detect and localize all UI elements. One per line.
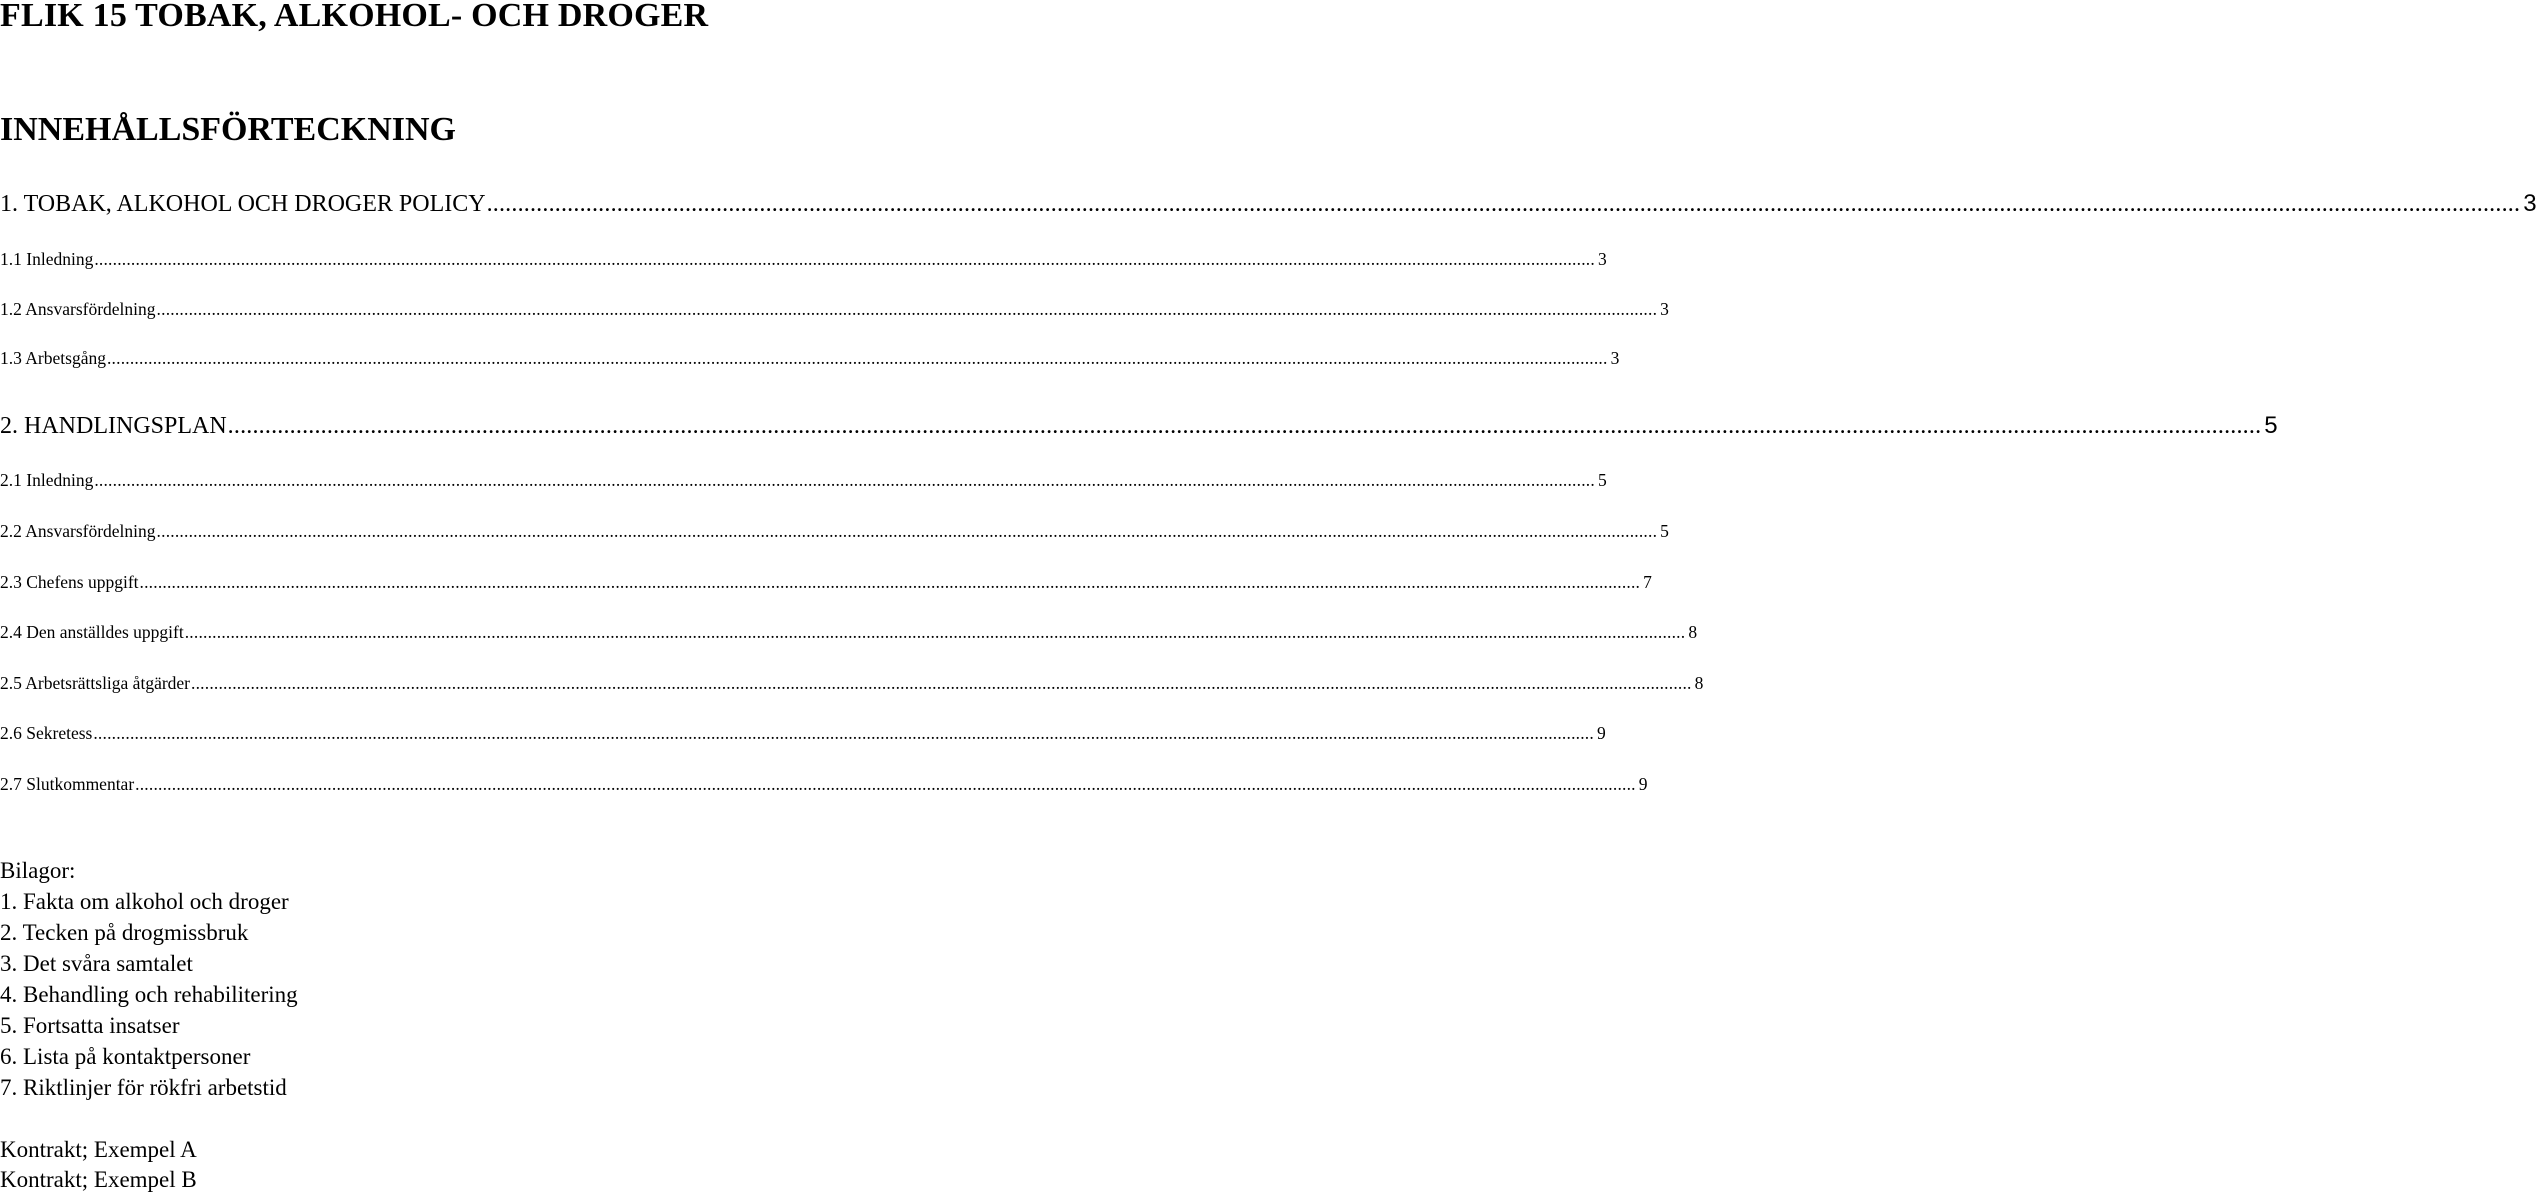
toc-entry-label: 2.5 Arbetsrättsliga åtgärder (0, 673, 191, 693)
toc-dot-leader (107, 347, 1608, 369)
toc-dot-leader (185, 621, 1686, 643)
toc-entry-1-3[interactable] (0, 347, 1620, 369)
toc-entry-1[interactable] (0, 190, 2537, 218)
appendix-item: 6. Lista på kontaktpersoner (0, 1044, 251, 1069)
appendix-item: 5. Fortsatta insatser (0, 1013, 180, 1038)
toc-dot-leader (228, 412, 2262, 440)
toc-entry-2-6[interactable] (0, 722, 1606, 744)
toc-entry-page: 5 (1660, 521, 1669, 541)
toc-entry-label: 1.1 Inledning (0, 249, 94, 269)
toc-dot-leader (135, 773, 1636, 795)
toc-dot-leader (94, 469, 1595, 491)
toc-entry-page: 9 (1596, 723, 1606, 743)
toc-entry-label: 2.3 Chefens uppgift (0, 572, 139, 592)
toc-entry-label: 2. HANDLINGSPLAN (0, 413, 227, 439)
contract-item: Kontrakt; Exempel B (0, 1167, 197, 1192)
toc-entry-page: 8 (1694, 673, 1704, 693)
toc-entry-page: 7 (1643, 572, 1652, 592)
toc-dot-leader (157, 520, 1658, 542)
toc-entry-page: 3 (1597, 249, 1607, 269)
toc-entry-label: 2.1 Inledning (0, 470, 94, 490)
toc-entry-2[interactable] (0, 412, 2278, 440)
toc-entry-label: 2.6 Sekretess (0, 723, 93, 743)
toc-dot-leader (191, 672, 1692, 694)
toc-entry-2-7[interactable] (0, 773, 1648, 795)
toc-entry-2-3[interactable] (0, 571, 1652, 593)
toc-entry-page: 9 (1638, 774, 1648, 794)
toc-entry-2-5[interactable] (0, 672, 1704, 694)
contract-item: Kontrakt; Exempel A (0, 1137, 197, 1162)
toc-dot-leader (487, 190, 2521, 218)
toc-entry-2-2[interactable] (0, 520, 1669, 542)
toc-dot-leader (93, 722, 1594, 744)
toc-entry-label: 2.2 Ansvarsfördelning (0, 521, 156, 541)
toc-entry-2-4[interactable] (0, 621, 1698, 643)
document-title: FLIK 15 TOBAK, ALKOHOL- OCH DROGER (0, 0, 709, 34)
appendix-item: 4. Behandling och rehabilitering (0, 982, 298, 1007)
toc-entry-page: 5 (1597, 470, 1607, 490)
toc-dot-leader (157, 298, 1658, 320)
toc-dot-leader (94, 248, 1595, 270)
toc-entry-page: 3 (1610, 348, 1620, 368)
toc-entry-page: 3 (2523, 190, 2537, 217)
toc-entry-label: 1.2 Ansvarsfördelning (0, 299, 156, 319)
toc-entry-label: 1. TOBAK, ALKOHOL OCH DROGER POLICY (0, 191, 486, 217)
toc-entry-page: 3 (1660, 299, 1669, 319)
toc-entry-1-1[interactable] (0, 248, 1607, 270)
appendix-item: 1. Fakta om alkohol och droger (0, 889, 289, 914)
toc-dot-leader (140, 571, 1641, 593)
appendix-item: 2. Tecken på drogmissbruk (0, 920, 249, 945)
appendix-item: 3. Det svåra samtalet (0, 951, 193, 976)
toc-heading: INNEHÅLLSFÖRTECKNING (0, 111, 456, 148)
toc-entry-label: 2.4 Den anställdes uppgift (0, 622, 184, 642)
toc-entry-label: 1.3 Arbetsgång (0, 348, 106, 368)
appendix-item: 7. Riktlinjer för rökfri arbetstid (0, 1075, 287, 1100)
toc-entry-2-1[interactable] (0, 469, 1607, 491)
toc-entry-1-2[interactable] (0, 298, 1669, 320)
toc-entry-page: 5 (2264, 412, 2278, 439)
toc-entry-page: 8 (1688, 622, 1698, 642)
toc-entry-label: 2.7 Slutkommentar (0, 774, 135, 794)
appendix-heading: Bilagor: (0, 858, 76, 883)
